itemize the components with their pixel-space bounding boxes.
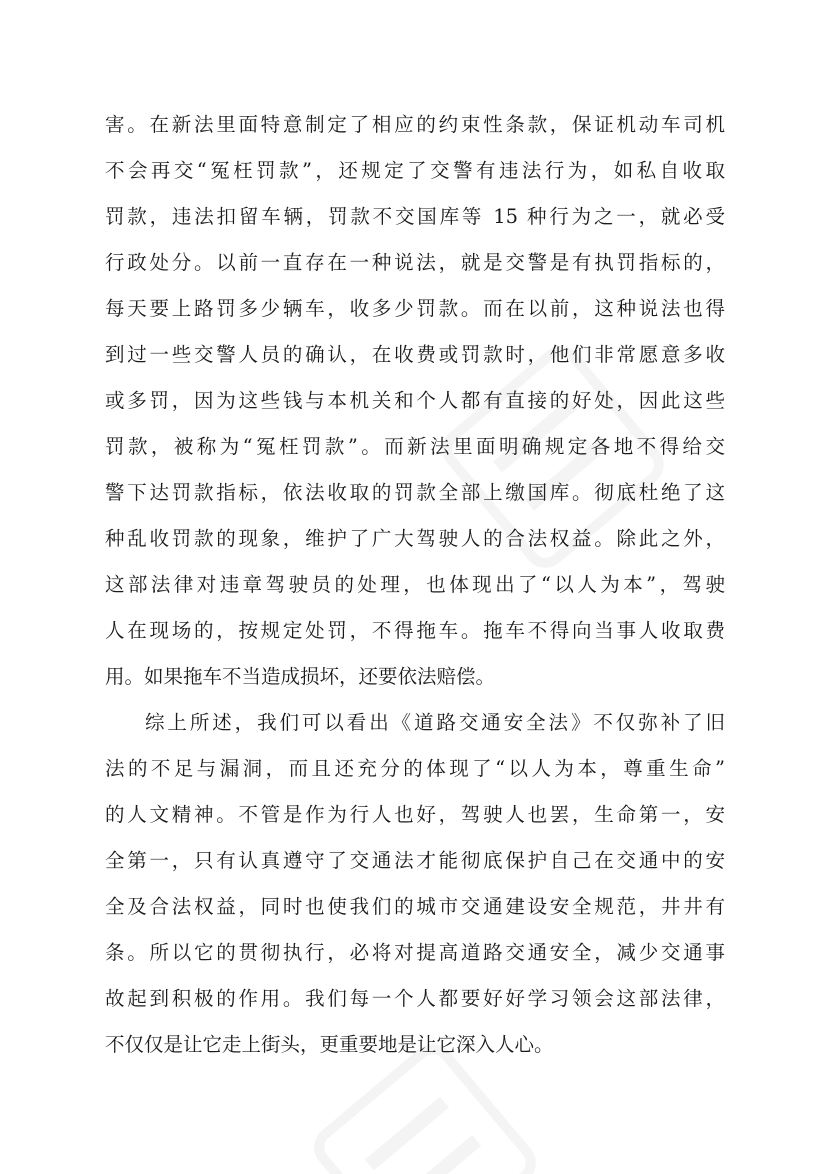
text-line: 综上所述，我们可以看出《道路交通安全法》不仅弥补了旧 xyxy=(145,711,725,734)
text-line: 不会再交“冤枉罚款”，还规定了交警有违法行为，如私自收取 xyxy=(105,159,725,182)
text-line: 到过一些交警人员的确认，在收费或罚款时，他们非常愿意多收 xyxy=(105,343,725,366)
text-line: 人在现场的，按规定处罚，不得拖车。拖车不得向当事人收取费 xyxy=(105,619,725,642)
text-line: 条。所以它的贯彻执行，必将对提高道路交通安全，减少交通事 xyxy=(105,941,725,964)
text-line: 不仅仅是让它走上街头，更重要地是让它深入人心。 xyxy=(105,1033,554,1056)
text-line: 或多罚，因为这些钱与本机关和个人都有直接的好处，因此这些 xyxy=(105,389,725,412)
text-line: 罚款，违法扣留车辆，罚款不交国库等 15 种行为之一，就必受 xyxy=(105,205,725,228)
text-line: 用。如果拖车不当造成损坏，还要依法赔偿。 xyxy=(105,665,496,688)
text-line: 法的不足与漏洞，而且还充分的体现了“以人为本，尊重生命” xyxy=(105,757,725,780)
text-line: 罚款，被称为“冤枉罚款”。而新法里面明确规定各地不得给交 xyxy=(105,435,725,458)
text-line: 行政处分。以前一直存在一种说法，就是交警是有执罚指标的， xyxy=(105,251,725,274)
text-line: 的人文精神。不管是作为行人也好，驾驶人也罢，生命第一，安 xyxy=(105,803,725,826)
text-line: 全第一，只有认真遵守了交通法才能彻底保护自己在交通中的安 xyxy=(105,849,725,872)
text-line: 全及合法权益，同时也使我们的城市交通建设安全规范，井井有 xyxy=(105,895,725,918)
document-body xyxy=(105,102,725,1068)
text-line: 种乱收罚款的现象，维护了广大驾驶人的合法权益。除此之外， xyxy=(105,527,725,550)
text-line: 故起到积极的作用。我们每一个人都要好好学习领会这部法律， xyxy=(105,987,725,1010)
paragraph-conclusion xyxy=(105,700,725,1068)
text-line: 害。在新法里面特意制定了相应的约束性条款，保证机动车司机 xyxy=(105,113,725,136)
text-line: 这部法律对违章驾驶员的处理，也体现出了“以人为本”，驾驶 xyxy=(105,573,725,596)
text-line: 每天要上路罚多少辆车，收多少罚款。而在以前，这种说法也得 xyxy=(105,297,725,320)
paragraph-penalty-reform xyxy=(105,102,725,700)
text-line: 警下达罚款指标，依法收取的罚款全部上缴国库。彻底杜绝了这 xyxy=(105,481,725,504)
